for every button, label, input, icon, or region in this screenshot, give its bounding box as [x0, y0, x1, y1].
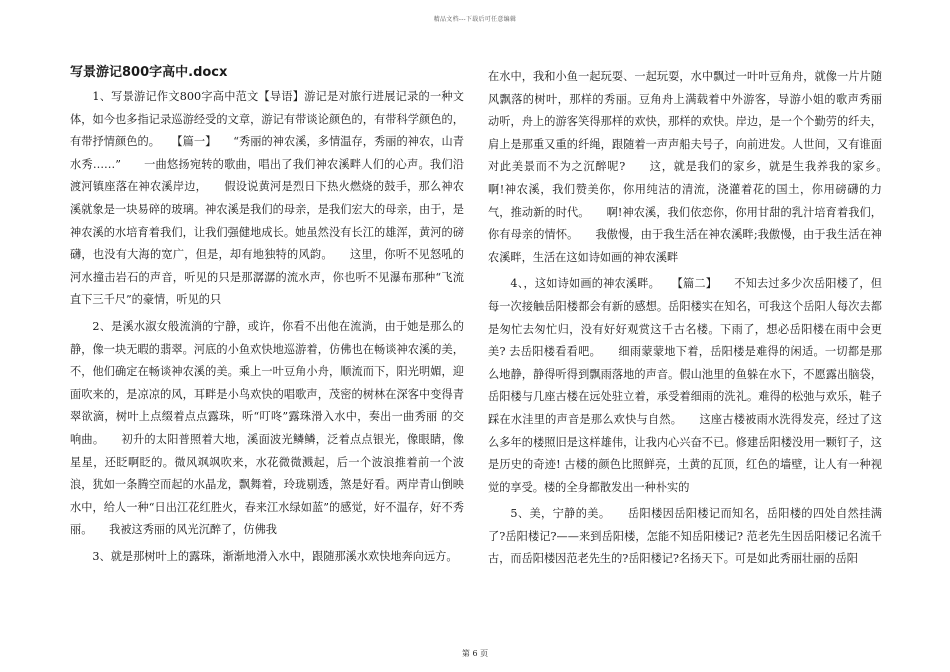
- document-title: 写景游记800字高中.docx: [70, 65, 228, 80]
- right-column: [488, 66, 905, 575]
- paragraph-5: 5、美，宁静的美。 岳阳楼因岳阳楼记而知名，岳阳楼的四处自然挂满了?岳阳楼记?——来到岳阳楼，怎能不知岳阳楼记? 范老先生因岳阳楼记名流千古，而岳阳楼因范老先生的?岳阳楼记?名扬天下。可是如此秀丽壮丽的岳阳: [488, 507, 882, 566]
- header-note: 精品文档---下载后可任意编辑: [433, 16, 517, 23]
- paragraph-4: 4、，这如诗如画的神农溪畔。 【篇二】 不知去过多少次岳阳楼了，但每一次接触岳阳楼都会有新的感想。岳阳楼实在知名，可我这个岳阳人每次去都是匆忙去匆忙归，没有好好观赏这千古名楼。下雨了，想必岳阳楼在雨中会更美? 去岳阳楼看看吧。 细雨蒙蒙地下着，岳阳楼是难得的闲适。一切都是那么地静，静得听得到飘雨落地的声音。假山池里的鱼躲在水下，不愿露出脑袋，岳阳楼与几座古楼在远处驻立着，承受着细雨的洗礼。难得的松弛与欢乐，鞋子踩在水洼里的声音是那么欢快与自然。 这座古楼被雨水洗得发亮，经过了这么多年的楼照旧是这样雄伟，让我内心兴奋不已。修建岳阳楼没用一颗钉子，这是历史的奇迹! 古楼的颜色比照鲜亮，土黄的瓦顶，红色的墙壁，让人有一种视觉的享受。楼的全身都散发出一种朴实的: [488, 277, 882, 494]
- left-column: [70, 62, 464, 572]
- paragraph-1: 1、写景游记作文800字高中范文【导语】游记是对旅行进展记录的一种文体，如今也多指记录巡游经受的文章，游记有带谈论颜色的，有带科学颜色的，有带抒情颜色的。 【篇一】 “秀丽的神农溪，多情温存，秀丽的神农，山青水秀……” 一曲悠扬宛转的歌曲，唱出了我们神农溪畔人们的心声。我们沿渡河镇座落在神农溪岸边， 假设说黄河是烈日下热火燃烧的鼓手，那么神农溪就象是一块易碎的玻璃。神农溪是我们的母亲，是我们宏大的母亲，由于，是神农溪的水培育着我们，让我们强健地成长。她虽然没有长江的雄浑，黄河的磅礴，也没有大海的宽广，但是，却有地独特的风韵。 这里，你听不见怒吼的河水撞击岩石的声音，听见的只是那潺潺的流水声，你也听不见瀑布那种“飞流直下三千尺”的豪情，听见的只: [70, 90, 464, 307]
- page-number: 第 6 页: [461, 649, 489, 658]
- paragraph-3: 3、就是那树叶上的露珠，渐渐地滑入水中，跟随那溪水欢快地奔向远方。: [92, 549, 458, 563]
- paragraph-2: 2、是溪水淑女般流淌的宁静，或许，你看不出他在流淌，由于她是那么的静，像一块无暇的翡翠。河底的小鱼欢快地巡游着，仿佛也在畅谈神农溪的美，不，他们确定在畅谈神农溪的美。乘上一叶豆角小舟，顺流而下，阳光明媚，迎面吹来的，是凉凉的风，耳畔是小鸟欢快的唱歌声，茂密的树林在深客中变得青翠欲滴，树叶上点缀着点点露珠，听“叮咚”露珠滑入水中，奏出一曲秀丽 的交响曲。 初升的太阳普照着大地，溪面波光鳞鳞，泛着点点银光，像眼睛，像星星，还眨啊眨的。微风飒飒吹来，水花微微溅起，后一个波浪推着前一个波浪，犹如一条腾空而起的水晶龙，飘舞着，玲珑剔透，煞是好看。两岸青山倒映水中，给人一种“日出江花红胜火，春来江水绿如蓝”的感觉，好不温存，好不秀丽。 我被这秀丽的风光沉醉了，仿佛我: [70, 319, 464, 537]
- paragraph-3-continued: 在水中，我和小鱼一起玩耍、一起玩耍，水中飘过一叶叶豆角舟，就像一片片随风飘落的树叶，那样的秀丽。豆角舟上满载着中外游客，导游小姐的歌声秀丽 动听，舟上的游客笑得那样的欢快，那样的欢快。岸边，是一个个勤劳的纤夫，肩上是那重又重的纤绳，跟随着一声声船夫号子，向前进发。人世间，又有谁面对此美景而不为之沉醉呢? 这，就是我们的家乡，就是生我养我的家乡。 啊!神农溪，我们赞美你，你用纯洁的清流，浇灌着花的国土，你用磅礴的力气，推动新的时代。 啊!神农溪，我们依恋你，你用甘甜的乳汁培育着我们，你有母亲的情怀。 我傲慢，由于我生活在神农溪畔;我傲慢，由于我生活在神农溪畔，生活在这如诗如画的神农溪畔: [488, 70, 905, 264]
